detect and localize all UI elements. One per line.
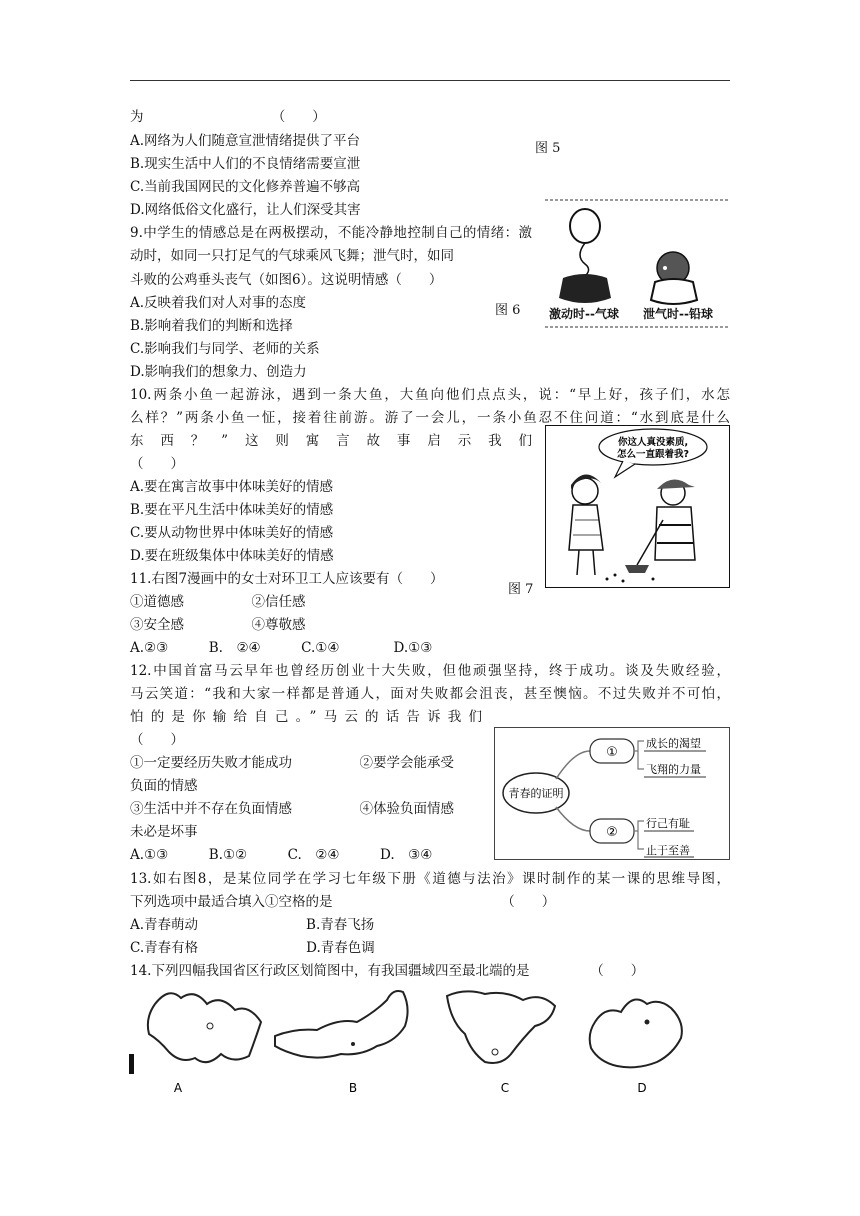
- q8-stem-end: 为 （ ）: [130, 109, 326, 125]
- mindmap-item-2a: 行己有耻: [646, 817, 690, 830]
- q8-option-a: A.网络为人们随意宣泄情绪提供了平台: [130, 133, 361, 149]
- q10-stem-3: 东西？”这则寓言故事启示我们: [130, 433, 532, 449]
- q11-stem: 11.右图7漫画中的女士对环卫工人应该要有（ ）: [130, 571, 444, 587]
- q10-option-a: A.要在寓言故事中体味美好的情感: [130, 479, 334, 495]
- q13-stem-2: 下列选项中最适合填入①空格的是 （ ）: [130, 894, 556, 910]
- mindmap-slot-1: ①: [606, 745, 618, 760]
- q12-stem-1: 12.中国首富马云早年也曾经历创业十大失败，但他顽强坚持，终于成功。谈及失败经验，: [130, 663, 730, 679]
- q10-option-c: C.要从动物世界中体味美好的情感: [130, 525, 334, 541]
- figure-7-label: 图 7: [508, 582, 534, 597]
- q10-option-b: B.要在平凡生活中体味美好的情感: [130, 502, 334, 518]
- q10-paren: （ ）: [130, 456, 184, 472]
- figure-6-label: 图 6: [495, 303, 521, 318]
- q8-option-d: D.网络低俗文化盛行，让人们深受其害: [130, 202, 361, 218]
- q9-stem: 9.中学生的情感总是在两极摆动，不能冷静地控制自己的情绪：激动时，如同一只打足气的气球乘风飞舞；泄气时，如同: [130, 225, 532, 264]
- map-label-d: D: [637, 1081, 647, 1095]
- q10-stem-2: 么样？”两条小鱼一怔，接着往前游。游了一会儿，一条小鱼忍不住问道：“水到底是什么: [130, 410, 730, 426]
- q12-options: A.①③ B.①② C. ②④ D. ③④: [130, 847, 433, 863]
- q12-stem-2: 马云笑道：“我和大家一样都是普通人，面对失败都会沮丧，甚至懊恼。不过失败并不可怕，: [130, 686, 730, 702]
- q12-stem-3: 怕的是你输给自己。”马云的话告诉我们: [130, 709, 482, 725]
- q9-option-b: B.影响着我们的判断和选择: [130, 318, 293, 334]
- mindmap-item-1b: 飞翔的力量: [646, 763, 701, 776]
- cartoon-6-right-caption: 泄气时--铅球: [643, 307, 713, 321]
- q12-paren: （ ）: [130, 732, 184, 748]
- q11-items-2: ③安全感 ④尊敬感: [130, 617, 306, 633]
- q9-option-c: C.影响我们与同学、老师的关系: [130, 341, 320, 357]
- q13-stem-1: 13.如右图8，是某位同学在学习七年级下册《道德与法治》课时制作的某一课的思维导图，: [130, 871, 730, 887]
- q10-stem-1: 10.两条小鱼一起游泳，遇到一条大鱼，大鱼向他们点点头，说：“早上好，孩子们，水怎: [130, 387, 730, 403]
- q9-option-d: D.影响我们的想象力、创造力: [130, 364, 307, 380]
- q13-options-2: C.青春有格 D.青春色调: [130, 940, 375, 956]
- header-rule: [130, 80, 730, 81]
- figure-5-label: 图 5: [535, 141, 561, 156]
- mindmap-item-2b: 止于至善: [646, 844, 690, 857]
- mindmap-slot-2: ②: [606, 825, 618, 840]
- figure-8-mindmap: [494, 727, 730, 860]
- q11-items-1: ①道德感 ②信任感: [130, 594, 306, 610]
- q8-option-b: B.现实生活中人们的不良情绪需要宣泄: [130, 156, 361, 172]
- q14-stem: 14.下列四幅我国省区行政区划简图中，有我国疆域四至最北端的是 （ ）: [130, 963, 645, 979]
- q8-option-c: C.当前我国网民的文化修养普遍不够高: [130, 179, 361, 195]
- figure-6-cartoon: [545, 198, 730, 330]
- q10-option-d: D.要在班级集体中体味美好的情感: [130, 548, 334, 564]
- cartoon-7-speech-2: 怎么一直跟着我?: [616, 449, 690, 460]
- map-label-b: B: [348, 1081, 358, 1095]
- q12-items-2: ③生活中并不存在负面情感 ④体验负面情感: [130, 801, 454, 817]
- province-maps: [125, 982, 735, 1102]
- q12-items-2b: 未必是坏事: [130, 824, 198, 840]
- q9-stem-end: 斗败的公鸡垂头丧气（如图6）。这说明情感（ ）: [130, 272, 443, 288]
- q12-items-1: ①一定要经历失败才能成功 ②要学会能承受: [130, 755, 454, 771]
- cartoon-7-speech-1: 你这人真没素质,: [617, 437, 689, 448]
- map-label-a: A: [173, 1081, 183, 1095]
- mindmap-item-1a: 成长的渴望: [646, 737, 701, 750]
- figure-7-cartoon: [545, 425, 730, 588]
- q13-options-1: A.青春萌动 B.青春飞扬: [130, 917, 375, 933]
- q11-options: A.②③ B. ②④ C.①④ D.①③: [130, 640, 433, 656]
- map-label-c: C: [500, 1081, 510, 1095]
- q9-option-a: A.反映着我们对人对事的态度: [130, 295, 307, 311]
- cartoon-6-left-caption: 激动时--气球: [549, 307, 619, 321]
- q12-items-1b: 负面的情感: [130, 778, 198, 794]
- mindmap-center: 青春的证明: [508, 787, 564, 800]
